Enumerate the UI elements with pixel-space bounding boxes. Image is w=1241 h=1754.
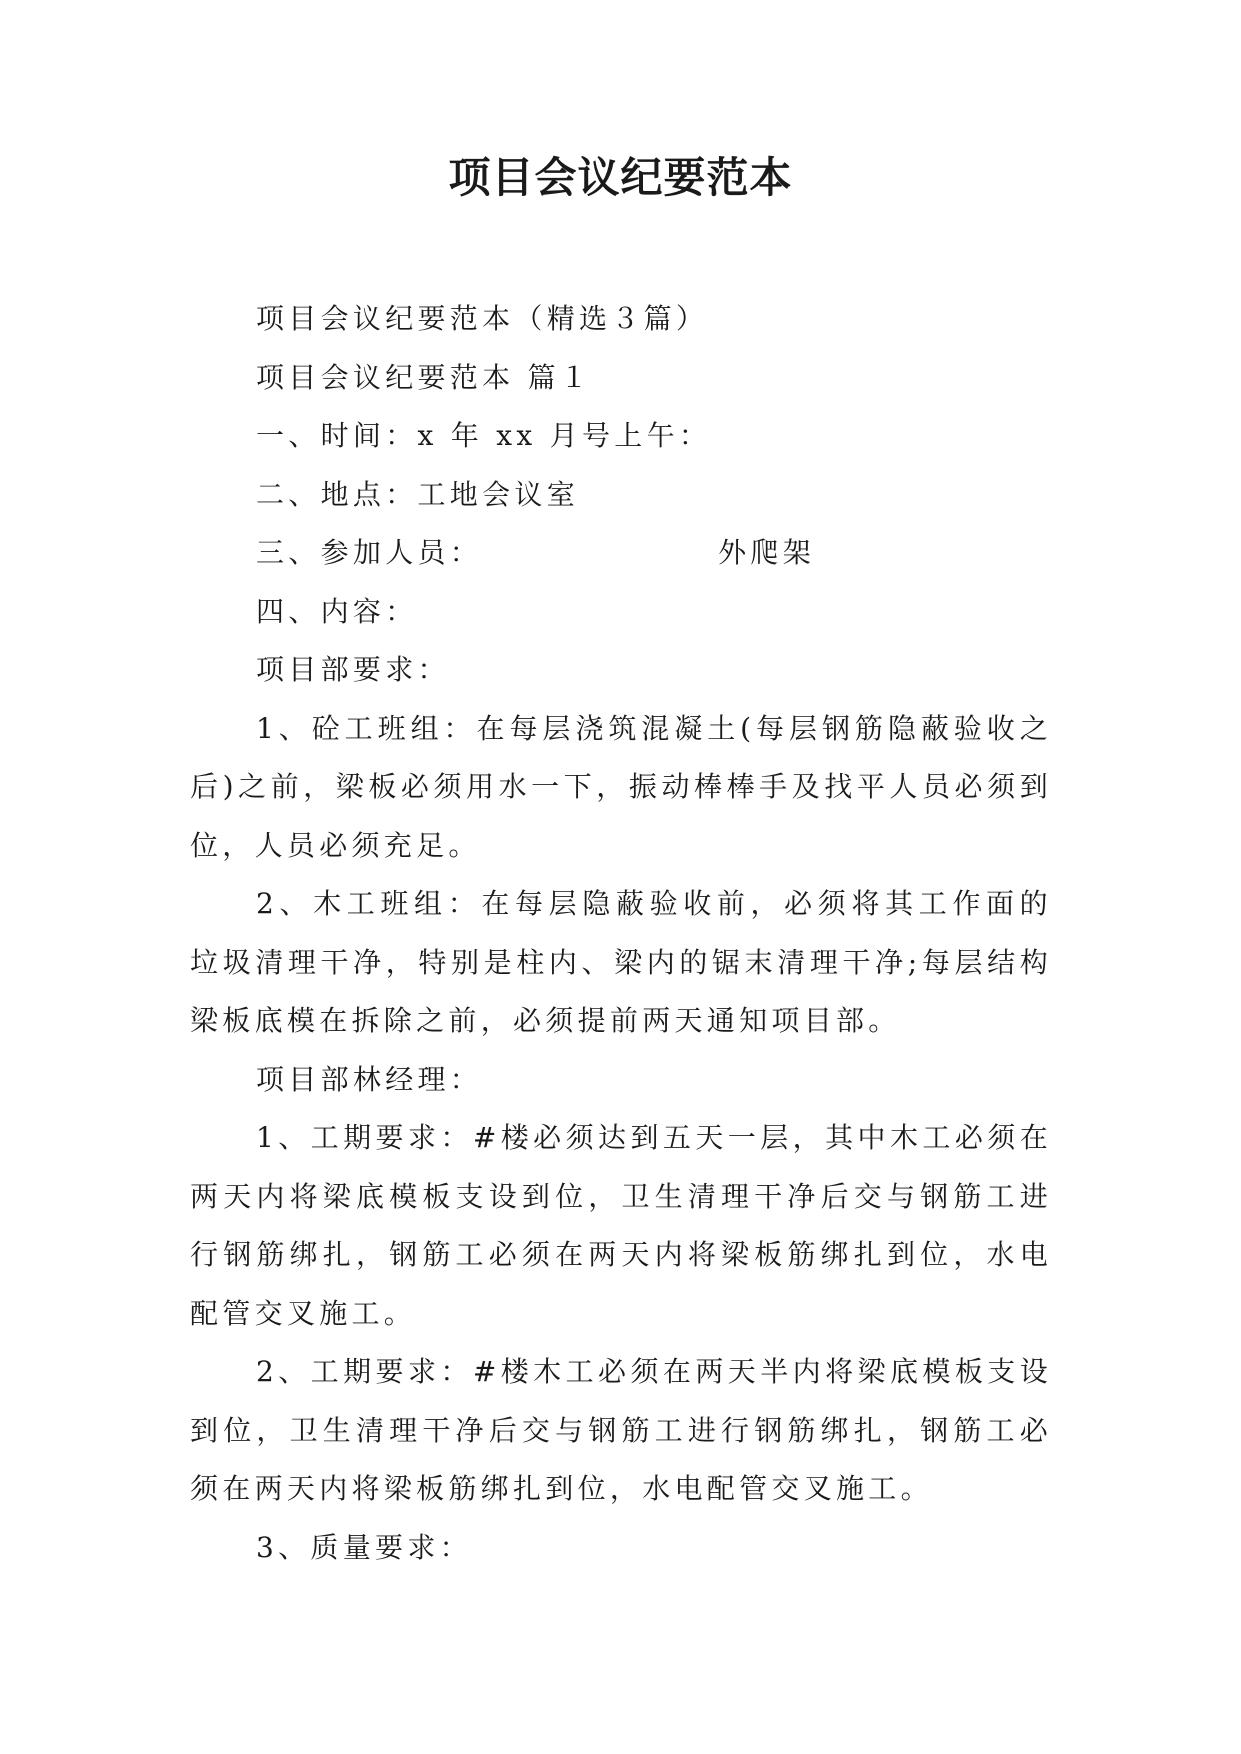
document-body [190, 290, 1052, 1577]
attendees-label: 三、参加人员： [256, 536, 483, 569]
dept-item-1: 1、砼工班组：在每层浇筑混凝土(每层钢筋隐蔽验收之后)之前，梁板必须用水一下，振动棒棒手及找平人员必须到位，人员必须充足。 [190, 711, 1052, 862]
subtitle-line: 项目会议纪要范本（精选３篇） [256, 302, 709, 335]
attendees-value: 外爬架 [718, 536, 816, 569]
section-heading: 项目会议纪要范本 篇１ [256, 360, 593, 394]
manager-item-3: 3、质量要求： [256, 1530, 472, 1564]
place-line: 二、地点：工地会议室 [256, 477, 580, 511]
document-title: 项目会议纪要范本 [448, 153, 793, 202]
manager-heading: 项目部林经理： [256, 1062, 483, 1096]
dept-item-2: 2、木工班组：在每层隐蔽验收前，必须将其工作面的垃圾清理干净，特别是柱内、梁内的锯末清理干净;每层结构梁板底模在拆除之前，必须提前两天通知项目部。 [190, 887, 1052, 1037]
content-line: 四、内容： [256, 594, 418, 628]
attendees-line [190, 524, 1052, 583]
time-line: 一、时间：x 年 xx 月号上午： [256, 419, 712, 452]
dept-requirements-heading: 项目部要求： [256, 653, 450, 686]
manager-item-2: 2、工期要求：#楼木工必须在两天半内将梁底模板支设到位，卫生清理干净后交与钢筋工进行钢筋绑扎，钢筋工必须在两天内将梁板筋绑扎到位，水电配管交叉施工。 [190, 1355, 1052, 1505]
manager-item-1: 1、工期要求：#楼必须达到五天一层，其中木工必须在两天内将梁底模板支设到位，卫生清理干净后交与钢筋工进行钢筋绑扎，钢筋工必须在两天内将梁板筋绑扎到位，水电配管交叉施工。 [190, 1121, 1052, 1330]
